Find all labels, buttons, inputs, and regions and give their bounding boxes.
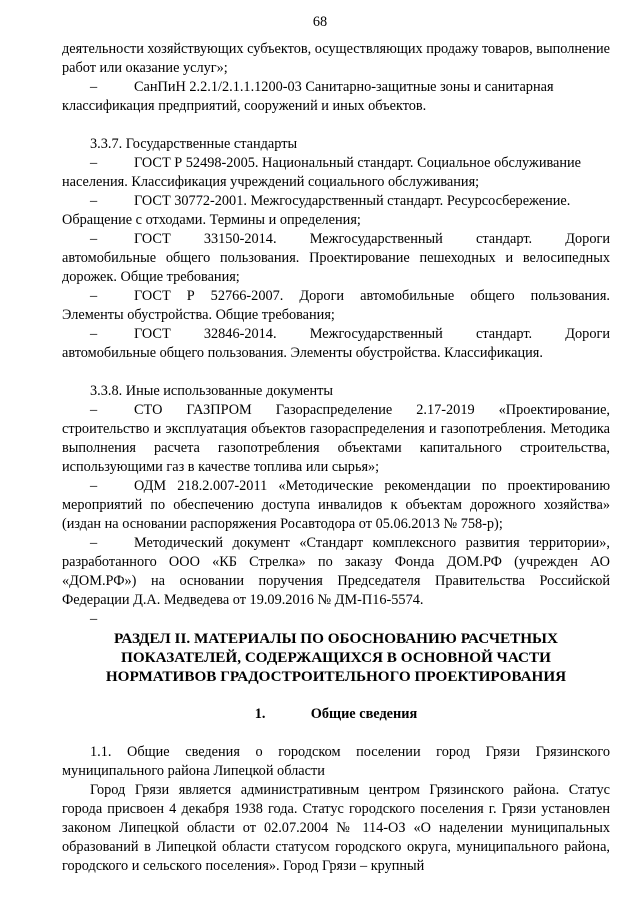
subsection-number: 1.: [254, 706, 266, 722]
list-item-text: ГОСТ Р 52498-2005. Национальный стандарт. Социальное обслуживание: [134, 155, 582, 171]
list-item-text: ГОСТ Р 52766-2007. Дороги автомобильные общего пользования.: [134, 288, 610, 304]
dash-marker: –: [90, 326, 98, 342]
list-item: [62, 78, 610, 97]
dash-marker: –: [90, 193, 98, 209]
list-item-text: ГОСТ 33150-2014. Межгосударственный стандарт. Дороги: [134, 231, 610, 247]
dash-marker: –: [90, 535, 98, 551]
list-item-continuation: разработанного ООО «КБ Стрелка» по заказу Фонда ДОМ.РФ (учрежден АО «ДОМ.РФ») на основании поручения Председателя Правительства Российской Федерации Д.А. Медведева от 19.09.2016 № ДМ-П16-5574.: [62, 554, 610, 608]
section-title: РАЗДЕЛ II. МАТЕРИАЛЫ ПО ОБОСНОВАНИЮ РАСЧЕТНЫХ ПОКАЗАТЕЛЕЙ, СОДЕРЖАЩИХСЯ В ОСНОВНОЙ ЧАСТИ НОРМАТИВОВ ГРАДОСТРОИТЕЛЬНОГО ПРОЕКТИРОВАНИЯ: [105, 630, 567, 685]
list-item: [62, 401, 610, 420]
list-item-text: ОДМ 218.2.007-2011 «Методические рекомендации по проектированию: [134, 478, 610, 494]
list-item-continuation: строительство и эксплуатация объектов газораспределения и газопотребления. Методика выполнения расчета газопотребления объектами капитального строительства, использующими газ в качестве топлива или сырья»;: [62, 421, 610, 475]
dash-marker: –: [90, 155, 98, 171]
page-number: 68: [312, 14, 328, 30]
list-item-text: СТО ГАЗПРОМ Газораспределение 2.17-2019 «Проектирование,: [134, 402, 610, 418]
dash-marker: –: [90, 402, 98, 418]
list-item: [62, 534, 610, 553]
list-item: [62, 287, 610, 306]
list-item-continuation: автомобильные общего пользования. Элементы обустройства. Классификация.: [62, 345, 543, 361]
list-item-text: СанПиН 2.2.1/2.1.1.1200-03 Санитарно-защитные зоны и санитарная: [134, 79, 554, 95]
list-item-continuation: Обращение с отходами. Термины и определения;: [62, 212, 361, 228]
dash-marker: –: [90, 79, 98, 95]
subsection-title: [62, 705, 610, 724]
paragraph: деятельности хозяйствующих субъектов, осуществляющих продажу товаров, выполнение работ или оказание услуг»;: [62, 41, 611, 76]
list-item: [62, 192, 610, 211]
list-item: [62, 325, 610, 344]
list-item: [62, 154, 610, 173]
list-item-continuation: населения. Классификация учреждений социального обслуживания;: [62, 174, 480, 190]
list-item-text: ГОСТ 32846-2014. Межгосударственный стандарт. Дороги: [134, 326, 610, 342]
page-content: [62, 40, 610, 876]
subsection-heading: 3.3.7. Государственные стандарты: [90, 136, 298, 152]
list-item-continuation: автомобильные общего пользования. Проектирование пешеходных и велосипедных дорожек. Общие требования;: [62, 250, 610, 285]
list-item-continuation: классификация предприятий, сооружений и иных объектов.: [62, 98, 427, 114]
list-item-text: ГОСТ 30772-2001. Межгосударственный стандарт. Ресурсосбережение.: [134, 193, 571, 209]
subsection-heading: 3.3.8. Иные использованные документы: [90, 383, 333, 399]
subsection-title-text: Общие сведения: [310, 706, 418, 722]
list-item-continuation: мероприятий по обеспечению доступа инвалидов к объектам дорожного хозяйства» (издан на основании распоряжения Росавтодора от 05.06.2013 № 758-р);: [62, 497, 610, 532]
paragraph: Город Грязи является административным центром Грязинского района. Статус города присвоен 4 декабря 1938 года. Статус городского поселения г. Грязи установлен законом Липецкой области от 02.07.2004 № 114-ОЗ «О наделении муниципальных образований в Липецкой области статусом городского округа, муниципального района, городского и сельского поселения». Город Грязи – крупный: [62, 782, 610, 874]
dash-marker: –: [90, 231, 98, 247]
paragraph: 1.1. Общие сведения о городском поселении город Грязи Грязинского муниципального района Липецкой области: [62, 744, 610, 779]
dash-marker: –: [90, 288, 98, 304]
list-item-text: Методический документ «Стандарт комплексного развития территории»,: [134, 535, 610, 551]
list-item-continuation: Элементы обустройства. Общие требования;: [62, 307, 335, 323]
list-item: [62, 230, 610, 249]
list-item: [62, 477, 610, 496]
dash-marker: –: [90, 611, 98, 627]
dash-marker: –: [90, 478, 98, 494]
